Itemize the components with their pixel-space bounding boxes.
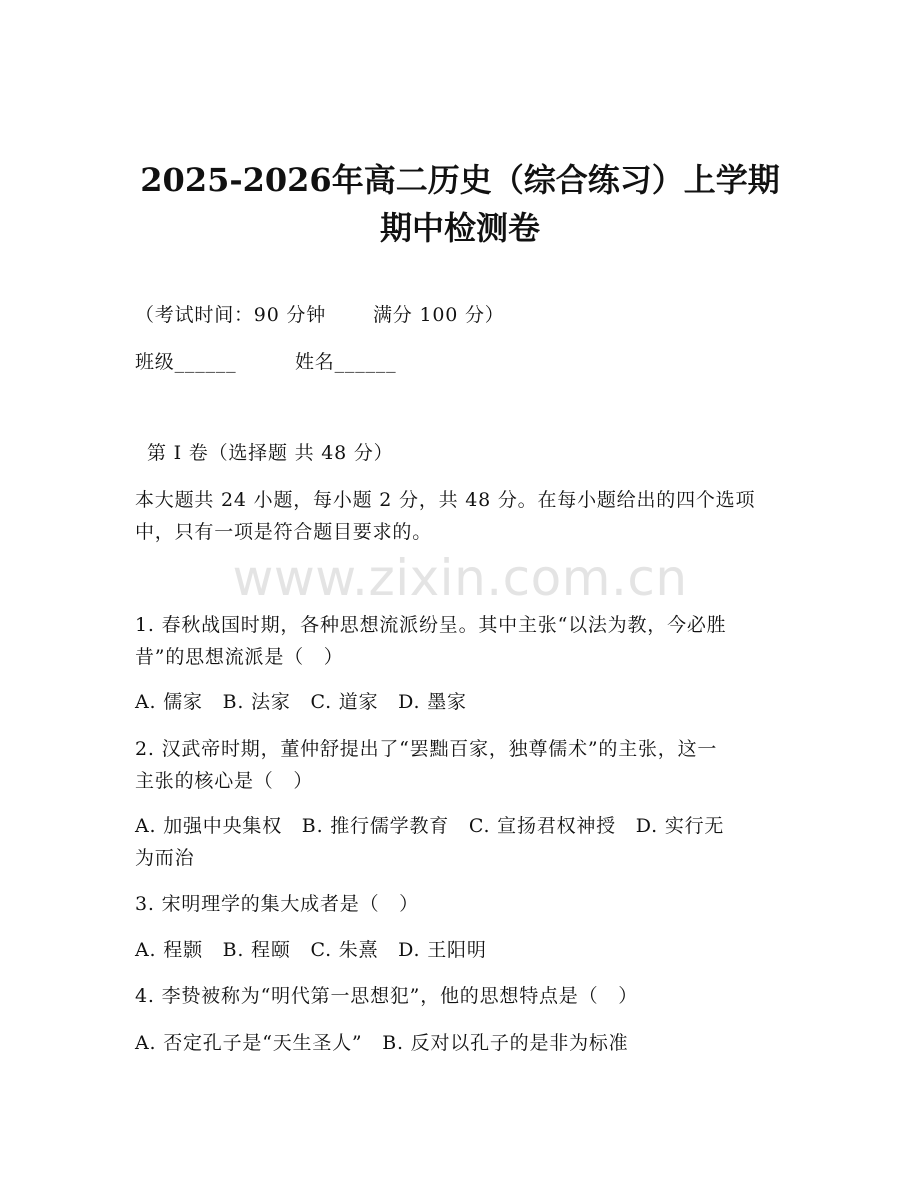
name-field-label: 姓名______	[295, 351, 397, 373]
exam-time: （考试时间：90 分钟	[135, 304, 327, 326]
document-title-line-2: 期中检测卷	[379, 209, 540, 247]
question-stem-line: 4. 李贽被称为“明代第一思想犯”，他的思想特点是（ ）	[135, 985, 638, 1007]
question-stem-line: 3. 宋明理学的集大成者是（ ）	[135, 893, 419, 915]
watermark: www.zixin.com.cn	[232, 549, 688, 607]
class-field-label: 班级______	[135, 351, 237, 373]
section-heading: 第 I 卷（选择题 共 48 分）	[147, 442, 394, 464]
question-options-line: A. 儒家 B. 法家 C. 道家 D. 墨家	[135, 691, 467, 713]
question-options-line: A. 加强中央集权 B. 推行儒学教育 C. 宣扬君权神授 D. 实行无	[135, 815, 725, 837]
section-instructions-line-1: 本大题共 24 小题，每小题 2 分，共 48 分。在每小题给出的四个选项	[135, 489, 756, 511]
question-options-line: 为而治	[135, 847, 195, 869]
question-stem-line: 1. 春秋战国时期，各种思想流派纷呈。其中主张“以法为教，今必胜	[135, 614, 727, 636]
question-options-line: A. 否定孔子是“天生圣人” B. 反对以孔子的是非为标准	[135, 1032, 629, 1054]
exam-full-score: 满分 100 分）	[373, 304, 505, 326]
question-options-line: A. 程颢 B. 程颐 C. 朱熹 D. 王阳明	[135, 939, 487, 961]
question-stem-line: 2. 汉武帝时期，董仲舒提出了“罢黜百家，独尊儒术”的主张，这一	[135, 738, 718, 760]
section-instructions-line-2: 中，只有一项是符合题目要求的。	[135, 521, 433, 543]
document-title-line-1: 2025-2026年高二历史（综合练习）上学期	[140, 161, 780, 199]
question-stem-line: 主张的核心是（ ）	[135, 770, 314, 792]
question-stem-line: 昔”的思想流派是（ ）	[135, 646, 344, 668]
